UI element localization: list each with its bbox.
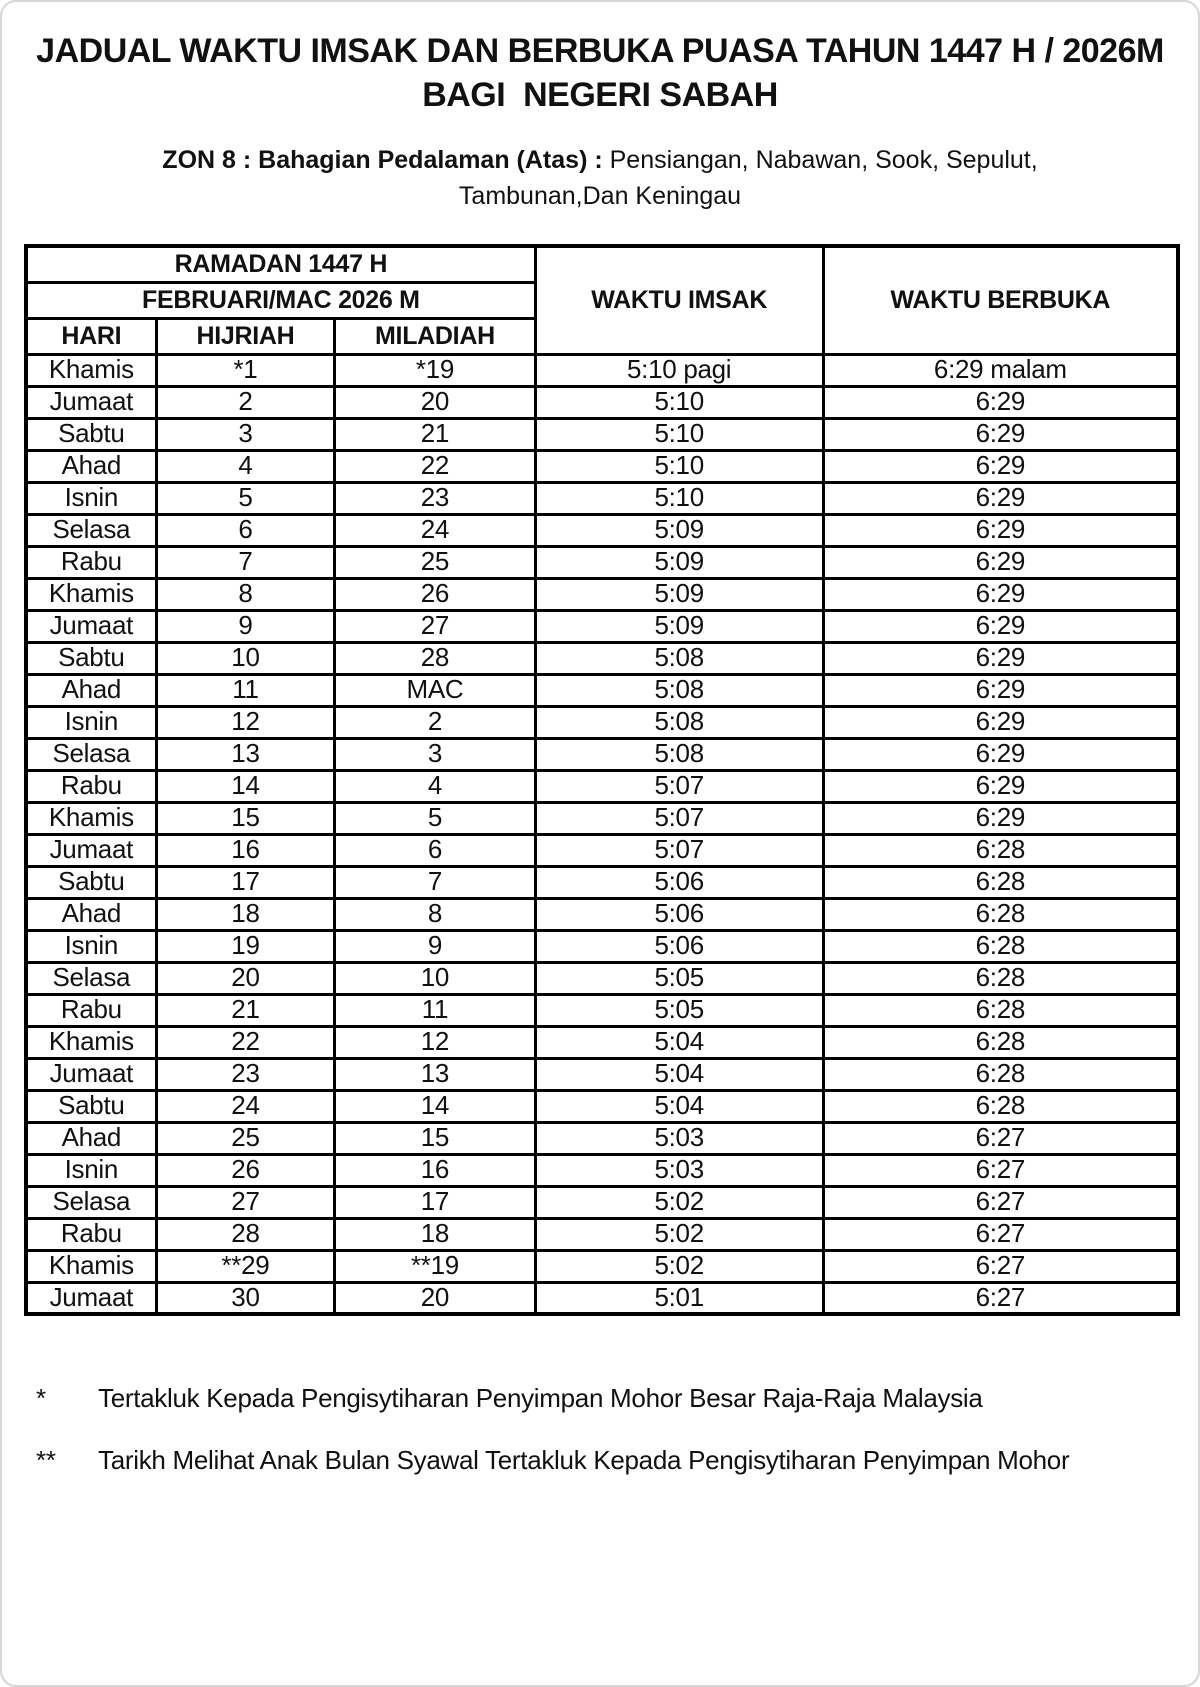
header-gregorian: FEBRUARI/MAC 2026 M — [26, 282, 535, 318]
table-cell: 6:27 — [823, 1250, 1178, 1282]
table-cell: Rabu — [26, 770, 156, 802]
table-cell: 22 — [156, 1026, 335, 1058]
table-cell: Sabtu — [26, 642, 156, 674]
table-cell: 5:09 — [535, 514, 823, 546]
table-cell: 16 — [335, 1154, 535, 1186]
table-cell: 3 — [335, 738, 535, 770]
zone-description — [24, 143, 1176, 214]
table-cell: 6:29 — [823, 578, 1178, 610]
table-cell: **29 — [156, 1250, 335, 1282]
table-cell: 3 — [156, 418, 335, 450]
table-cell: 10 — [335, 962, 535, 994]
table-cell: Isnin — [26, 1154, 156, 1186]
table-cell: 5:05 — [535, 994, 823, 1026]
table-cell: 6:29 — [823, 386, 1178, 418]
table-cell: 5:07 — [535, 770, 823, 802]
table-cell: 13 — [335, 1058, 535, 1090]
table-cell: 6:27 — [823, 1122, 1178, 1154]
table-cell: 5:04 — [535, 1090, 823, 1122]
table-cell: **19 — [335, 1250, 535, 1282]
table-cell: 9 — [156, 610, 335, 642]
table-cell: 6:29 — [823, 482, 1178, 514]
table-cell: Sabtu — [26, 866, 156, 898]
table-cell: 6:28 — [823, 930, 1178, 962]
header-hari: HARI — [26, 318, 156, 354]
table-row — [26, 482, 1178, 514]
table-row — [26, 1186, 1178, 1218]
table-cell: 6:29 — [823, 546, 1178, 578]
table-cell: 5:07 — [535, 834, 823, 866]
table-row — [26, 1026, 1178, 1058]
table-cell: Selasa — [26, 514, 156, 546]
table-row — [26, 738, 1178, 770]
table-cell: 6:28 — [823, 994, 1178, 1026]
table-cell: 28 — [335, 642, 535, 674]
table-cell: Khamis — [26, 1250, 156, 1282]
table-cell: 24 — [335, 514, 535, 546]
table-cell: 6:27 — [823, 1154, 1178, 1186]
table-header — [26, 246, 1178, 354]
table-cell: 5:02 — [535, 1250, 823, 1282]
table-cell: Khamis — [26, 802, 156, 834]
table-cell: 5:08 — [535, 706, 823, 738]
table-cell: 6:29 — [823, 674, 1178, 706]
footnotes — [24, 1382, 1176, 1478]
table-cell: 6:28 — [823, 834, 1178, 866]
table-cell: Khamis — [26, 1026, 156, 1058]
table-cell: 26 — [156, 1154, 335, 1186]
table-row — [26, 802, 1178, 834]
table-cell: Rabu — [26, 1218, 156, 1250]
table-cell: Khamis — [26, 578, 156, 610]
table-cell: 17 — [156, 866, 335, 898]
table-row — [26, 994, 1178, 1026]
table-cell: 6:29 — [823, 738, 1178, 770]
table-cell: 5 — [335, 802, 535, 834]
title-line-1: JADUAL WAKTU IMSAK DAN BERBUKA PUASA TAHUN 1447 H / 2026M — [36, 32, 1164, 70]
table-cell: 23 — [335, 482, 535, 514]
table-cell: 25 — [335, 546, 535, 578]
table-cell: *19 — [335, 354, 535, 386]
table-cell: 15 — [156, 802, 335, 834]
table-cell: 14 — [335, 1090, 535, 1122]
table-cell: 6:29 — [823, 514, 1178, 546]
table-cell: 6:28 — [823, 1090, 1178, 1122]
table-row — [26, 1058, 1178, 1090]
table-cell: 4 — [335, 770, 535, 802]
table-cell: 14 — [156, 770, 335, 802]
table-cell: 10 — [156, 642, 335, 674]
table-row — [26, 898, 1178, 930]
table-cell: 7 — [156, 546, 335, 578]
table-cell: 5:09 — [535, 546, 823, 578]
table-cell: 5:06 — [535, 866, 823, 898]
table-row — [26, 642, 1178, 674]
table-cell: 6:28 — [823, 1058, 1178, 1090]
table-cell: 5:03 — [535, 1122, 823, 1154]
table-cell: 6:27 — [823, 1282, 1178, 1314]
table-cell: Rabu — [26, 994, 156, 1026]
table-row — [26, 962, 1178, 994]
table-cell: Ahad — [26, 1122, 156, 1154]
table-cell: 4 — [156, 450, 335, 482]
header-ramadan: RAMADAN 1447 H — [26, 246, 535, 282]
table-body — [26, 354, 1178, 1314]
table-cell: Isnin — [26, 482, 156, 514]
table-cell: 5 — [156, 482, 335, 514]
table-cell: 19 — [156, 930, 335, 962]
table-cell: 5:07 — [535, 802, 823, 834]
zone-line-2: Tambunan,Dan Keningau — [458, 181, 742, 210]
table-cell: 9 — [335, 930, 535, 962]
table-cell: 5:02 — [535, 1218, 823, 1250]
table-cell: 25 — [156, 1122, 335, 1154]
table-cell: 5:06 — [535, 930, 823, 962]
table-cell: Jumaat — [26, 1282, 156, 1314]
header-waktu-imsak: WAKTU IMSAK — [535, 246, 823, 354]
table-cell: Isnin — [26, 706, 156, 738]
imsak-berbuka-schedule-table — [24, 244, 1180, 1316]
table-cell: 12 — [335, 1026, 535, 1058]
table-cell: 5:08 — [535, 674, 823, 706]
table-cell: 6:29 — [823, 642, 1178, 674]
table-cell: Jumaat — [26, 834, 156, 866]
table-cell: 5:03 — [535, 1154, 823, 1186]
table-cell: 5:04 — [535, 1026, 823, 1058]
table-cell: 18 — [156, 898, 335, 930]
table-cell: 8 — [156, 578, 335, 610]
table-cell: 20 — [335, 386, 535, 418]
table-cell: Ahad — [26, 674, 156, 706]
table-row — [26, 770, 1178, 802]
table-cell: 13 — [156, 738, 335, 770]
table-cell: 30 — [156, 1282, 335, 1314]
table-cell: 28 — [156, 1218, 335, 1250]
table-cell: 18 — [335, 1218, 535, 1250]
table-cell: Ahad — [26, 898, 156, 930]
table-row — [26, 386, 1178, 418]
footnote-single-asterisk — [36, 1382, 1176, 1416]
header-hijriah: HIJRIAH — [156, 318, 335, 354]
table-row — [26, 834, 1178, 866]
table-row — [26, 354, 1178, 386]
table-cell: 26 — [335, 578, 535, 610]
footnote-symbol: ** — [36, 1444, 56, 1475]
table-cell: *1 — [156, 354, 335, 386]
table-cell: 6:29 — [823, 802, 1178, 834]
table-cell: 12 — [156, 706, 335, 738]
table-row — [26, 674, 1178, 706]
table-cell: 7 — [335, 866, 535, 898]
table-row — [26, 1282, 1178, 1314]
table-cell: 5:02 — [535, 1186, 823, 1218]
table-cell: 5:05 — [535, 962, 823, 994]
table-cell: 6 — [335, 834, 535, 866]
table-cell: 6 — [156, 514, 335, 546]
table-cell: 5:10 — [535, 418, 823, 450]
table-row — [26, 1218, 1178, 1250]
table-cell: 21 — [156, 994, 335, 1026]
table-cell: Ahad — [26, 450, 156, 482]
table-cell: 6:27 — [823, 1218, 1178, 1250]
table-cell: 5:08 — [535, 738, 823, 770]
table-cell: 27 — [335, 610, 535, 642]
table-cell: 20 — [335, 1282, 535, 1314]
table-cell: 5:04 — [535, 1058, 823, 1090]
table-cell: 6:29 — [823, 706, 1178, 738]
table-cell: 15 — [335, 1122, 535, 1154]
table-cell: Sabtu — [26, 1090, 156, 1122]
table-cell: 6:28 — [823, 898, 1178, 930]
table-row — [26, 450, 1178, 482]
zone-label: ZON 8 : Bahagian Pedalaman (Atas) : — [162, 146, 603, 175]
footnote-double-asterisk — [36, 1444, 1176, 1478]
table-cell: 6:28 — [823, 1026, 1178, 1058]
table-row — [26, 1250, 1178, 1282]
footnote-symbol: * — [36, 1383, 46, 1414]
table-cell: 5:01 — [535, 1282, 823, 1314]
table-row — [26, 514, 1178, 546]
table-row — [26, 546, 1178, 578]
table-cell: Isnin — [26, 930, 156, 962]
table-row — [26, 1122, 1178, 1154]
table-cell: Selasa — [26, 962, 156, 994]
zone-line-1 — [24, 143, 1176, 179]
table-row — [26, 1154, 1178, 1186]
table-cell: MAC — [335, 674, 535, 706]
table-cell: 21 — [335, 418, 535, 450]
table-cell: Khamis — [26, 354, 156, 386]
header-waktu-berbuka: WAKTU BERBUKA — [823, 246, 1178, 354]
table-cell: 23 — [156, 1058, 335, 1090]
table-cell: Selasa — [26, 1186, 156, 1218]
table-cell: 5:10 pagi — [535, 354, 823, 386]
table-row — [26, 610, 1178, 642]
table-cell: 24 — [156, 1090, 335, 1122]
table-cell: 16 — [156, 834, 335, 866]
table-cell: 6:29 — [823, 450, 1178, 482]
table-cell: 8 — [335, 898, 535, 930]
table-cell: Jumaat — [26, 610, 156, 642]
table-cell: 22 — [335, 450, 535, 482]
table-cell: Jumaat — [26, 386, 156, 418]
table-cell: 5:09 — [535, 610, 823, 642]
table-cell: Rabu — [26, 546, 156, 578]
table-cell: Sabtu — [26, 418, 156, 450]
table-cell: 6:29 — [823, 610, 1178, 642]
table-cell: 6:29 — [823, 418, 1178, 450]
table-cell: 20 — [156, 962, 335, 994]
table-cell: 6:28 — [823, 866, 1178, 898]
table-row — [26, 418, 1178, 450]
header-miladiah: MILADIAH — [335, 318, 535, 354]
table-row — [26, 706, 1178, 738]
table-cell: 6:28 — [823, 962, 1178, 994]
table-cell: 27 — [156, 1186, 335, 1218]
zone-districts: Pensiangan, Nabawan, Sook, Sepulut, — [602, 146, 1038, 175]
table-row — [26, 578, 1178, 610]
table-cell: 17 — [335, 1186, 535, 1218]
table-row — [26, 930, 1178, 962]
table-cell: 6:29 — [823, 770, 1178, 802]
table-cell: 5:10 — [535, 482, 823, 514]
table-cell: 6:27 — [823, 1186, 1178, 1218]
footnote-text: Tarikh Melihat Anak Bulan Syawal Tertakluk Kepada Pengisytiharan Penyimpan Mohor — [98, 1444, 1070, 1475]
table-cell: 6:29 malam — [823, 354, 1178, 386]
table-cell: 5:06 — [535, 898, 823, 930]
table-cell: 5:10 — [535, 386, 823, 418]
table-cell: 11 — [335, 994, 535, 1026]
table-cell: 5:09 — [535, 578, 823, 610]
table-cell: 2 — [156, 386, 335, 418]
document-title — [24, 30, 1176, 117]
table-cell: Selasa — [26, 738, 156, 770]
table-cell: 5:10 — [535, 450, 823, 482]
table-cell: 2 — [335, 706, 535, 738]
table-cell: Jumaat — [26, 1058, 156, 1090]
title-line-2: BAGI NEGERI SABAH — [422, 75, 778, 114]
footnote-text: Tertakluk Kepada Pengisytiharan Penyimpan Mohor Besar Raja-Raja Malaysia — [98, 1383, 983, 1414]
table-cell: 5:08 — [535, 642, 823, 674]
table-cell: 11 — [156, 674, 335, 706]
table-row — [26, 1090, 1178, 1122]
table-row — [26, 866, 1178, 898]
